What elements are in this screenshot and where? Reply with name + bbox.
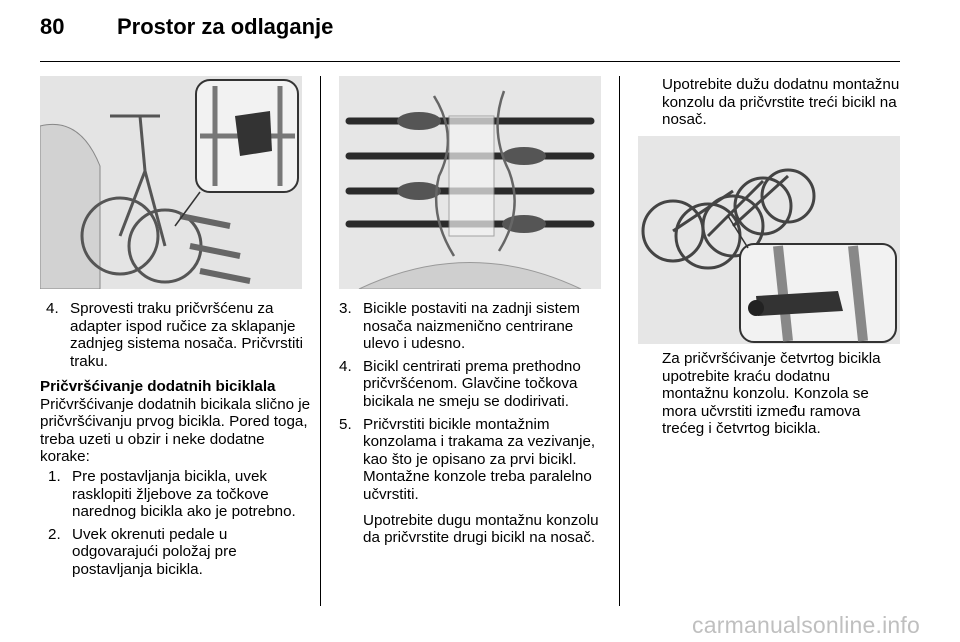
column-3-upper-text xyxy=(662,76,900,129)
figure-bike-carrier-strap xyxy=(40,76,302,289)
list-item-text: Sprovesti traku pričvršćenu za adapter ispod ručice za sklapanje zadnjeg sistema nosača. Pričvrstiti traku. xyxy=(70,300,303,370)
step-list-4 xyxy=(40,300,310,370)
page-title: Prostor za odlaganje xyxy=(117,14,334,39)
list-item-number: 1. xyxy=(48,467,61,485)
step-list-3-5 xyxy=(339,300,605,504)
intro-paragraph: Pričvršćivanje dodatnih bicikala slično je pričvršćivanju prvog bicikla. Pored toga, treba uzeti u obzir i neke dodatne korake: xyxy=(40,395,311,466)
bike-carrier-illustration xyxy=(40,76,302,289)
page-number: 80 xyxy=(40,14,65,39)
list-item-text: Bicikle postaviti na zadnji sistem nosača naizmenično centrirane ulevo i udesno. xyxy=(363,300,580,353)
list-item-text: Pričvrstiti bicikle montažnim konzolama i trakama za vezivanje, kao što je opisano za prvi bicikl. Montažne konzole treba paralelno učvrstiti. xyxy=(363,415,596,503)
list-item-text: Uvek okrenuti pedale u odgovarajući položaj pre postavljanja bicikla. xyxy=(72,525,237,578)
list-item-number: 5. xyxy=(339,415,352,433)
list-item xyxy=(339,416,605,504)
third-bike-bracket-illustration xyxy=(638,136,900,344)
header-rule xyxy=(40,61,900,62)
column-divider-left xyxy=(320,76,321,606)
column-1-lower-text xyxy=(40,378,312,579)
list-item-number: 4. xyxy=(46,300,59,317)
list-item xyxy=(339,300,605,353)
list-item-number: 3. xyxy=(339,300,352,317)
list-item-number: 2. xyxy=(48,525,61,543)
figure-third-bike-bracket xyxy=(638,136,900,344)
section-subheading: Pričvršćivanje dodatnih biciklala xyxy=(40,378,276,395)
list-item xyxy=(46,300,310,370)
figure-four-bikes-top-view xyxy=(339,76,601,289)
list-item xyxy=(48,468,312,521)
additional-steps-list xyxy=(40,468,312,579)
column-divider-right xyxy=(619,76,620,606)
four-bikes-top-view-illustration xyxy=(339,76,601,289)
column-3-lower-text xyxy=(662,350,900,438)
long-bracket-note: Upotrebite dugu montažnu konzolu da pričvrstite drugi bicikl na nosač. xyxy=(363,511,599,547)
list-item xyxy=(48,526,312,579)
fourth-bike-paragraph: Za pričvršćivanje četvrtog bicikla upotrebite kraću dodatnu montažnu konzolu. Konzola se mora učvrstiti između ramova trećeg i četvrtog bicikla. xyxy=(662,350,881,438)
watermark: carmanualsonline.info xyxy=(692,612,920,638)
list-item-text: Pre postavljanja bicikla, uvek rasklopiti žljebove za točkove narednog bicikla ako je potrebno. xyxy=(72,467,296,521)
list-item-number: 4. xyxy=(339,357,352,375)
column-2-text xyxy=(339,300,605,547)
list-item-text: Bicikl centrirati prema prethodno pričvršćenom. Glavčine točkova bicikala ne smeju se dodirivati. xyxy=(363,357,581,410)
third-bike-paragraph: Upotrebite dužu dodatnu montažnu konzolu da pričvrstite treći bicikl na nosač. xyxy=(662,76,900,129)
column-1-upper-text xyxy=(40,300,310,370)
list-item xyxy=(339,358,605,411)
